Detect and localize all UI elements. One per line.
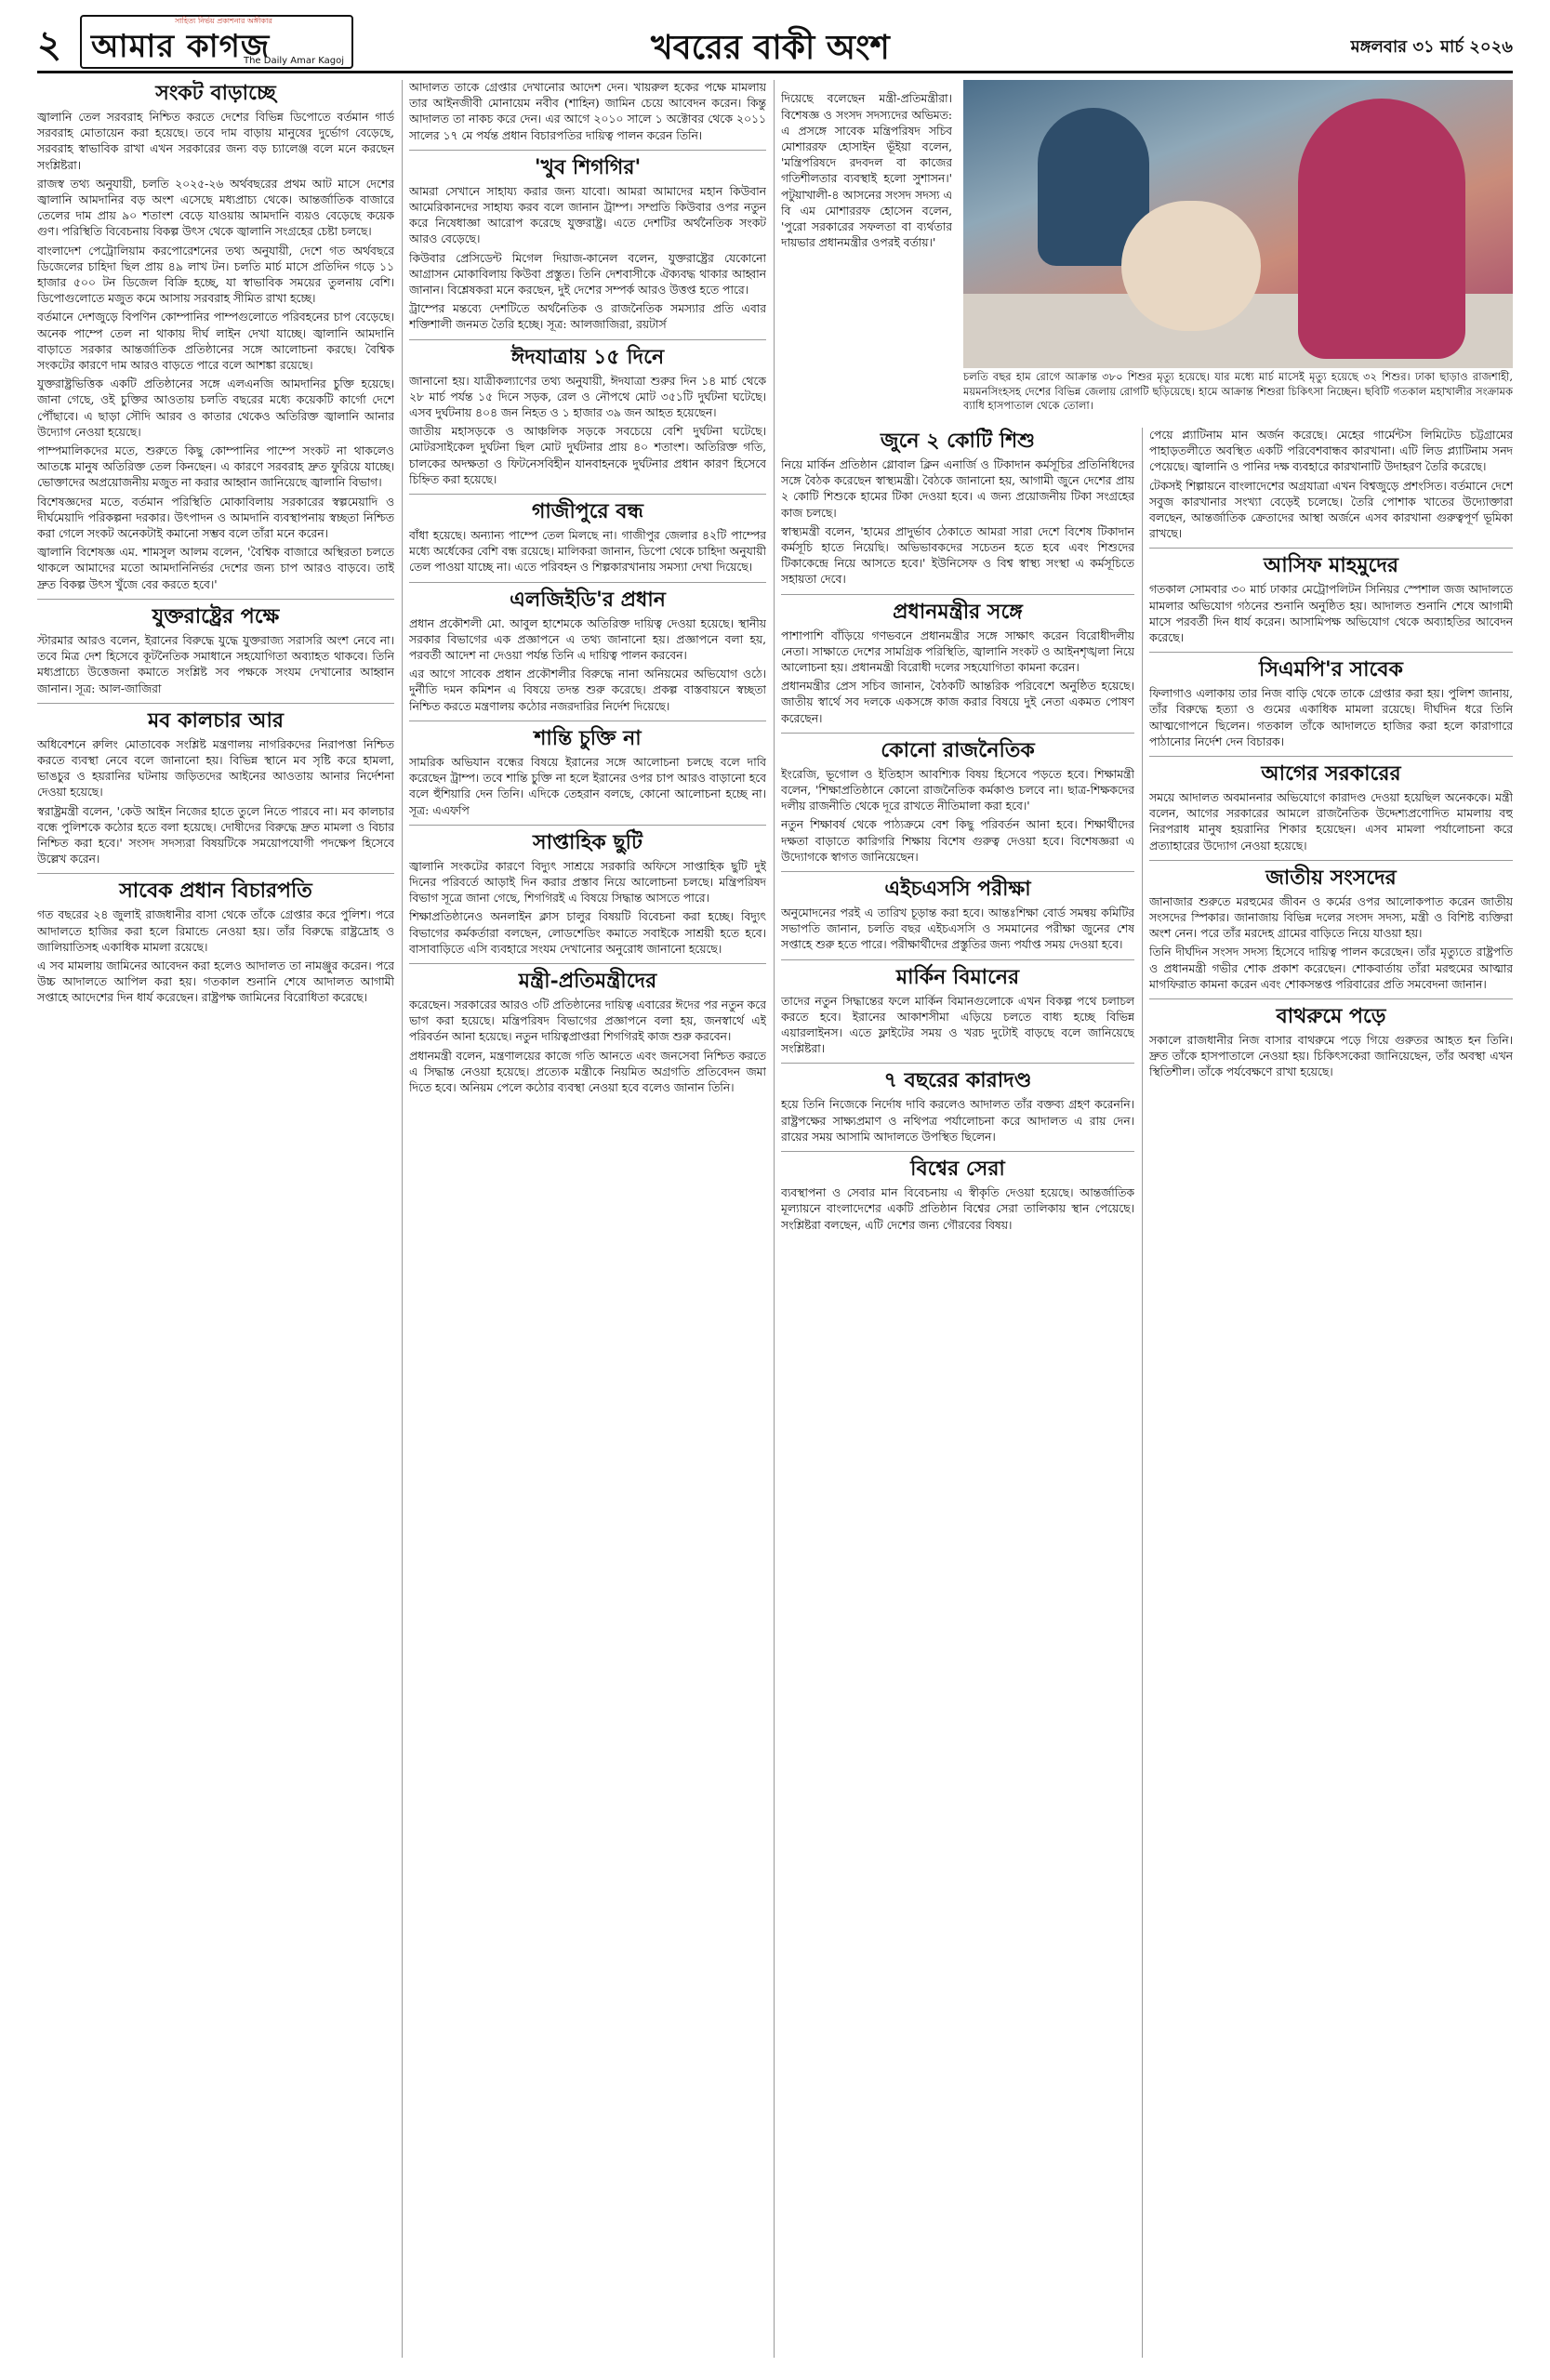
paragraph: জাতীয় মহাসড়কে ও আঞ্চলিক সড়কে সবচেয়ে বেশি দুর্ঘটনা ঘটেছে। মোটরসাইকেল দুর্ঘটনা ছিল মোট দুর্ঘটনার প্রায় ৪০ শতাংশ। অতিরিক্ত গতি, চালকের অদক্ষতা ও ফিটনেসবিহীন যানবাহনকে দুর্ঘটনার প্রধান কারণ হিসেবে চিহ্নিত করা হয়েছে।	[409, 425, 766, 486]
news-photo[interactable]	[963, 80, 1513, 368]
paragraph: ব্যবস্থাপনা ও সেবার মান বিবেচনায় এ স্বীকৃতি দেওয়া হয়েছে। আন্তর্জাতিক মূল্যায়নে বাংলাদেশের একটি প্রতিষ্ঠান বিশ্বের সেরা তালিকায় স্থান পেয়েছে। সংশ্লিষ্টরা বলছেন, এটি দেশের জন্য গৌরবের বিষয়।	[781, 1186, 1134, 1232]
column-divider	[1142, 428, 1143, 2358]
headline-asif-mahmud[interactable]: আসিফ মাহমুদের	[1149, 548, 1513, 578]
paragraph: করেছেন। সরকারের আরও ৩টি প্রতিষ্ঠানের দায়িত্ব এবারের ঈদের পর নতুন করে ভাগ করা হয়েছে। মন্ত্রিপরিষদ বিভাগের প্রজ্ঞাপনে বলা হয়, জনস্বার্থে এই পরিবর্তন আনা হয়েছে। নতুন দায়িত্বপ্রাপ্তরা শিগগিরই কাজ শুরু করবেন।	[409, 998, 766, 1044]
section-title: খবরের বাকী অংশ	[651, 28, 890, 67]
masthead	[37, 13, 1513, 73]
paragraph: নতুন শিক্ষাবর্ষ থেকে পাঠ্যক্রমে বেশ কিছু পরিবর্তন আনা হবে। শিক্ষার্থীদের দক্ষতা বাড়াতে কারিগরি শিক্ষায় বিশেষ গুরুত্ব দেওয়া হবে। বিশেষজ্ঞরা এ উদ্যোগকে স্বাগত জানিয়েছেন।	[781, 818, 1134, 864]
page-number: ২	[37, 22, 62, 66]
paragraph: পাম্পমালিকদের মতে, শুরুতে কিছু কোম্পানির পাম্পে সংকট না থাকলেও আতঙ্কে মানুষ অতিরিক্ত তেল কিনছেন। এ কারণে সরবরাহ দ্রুত ফুরিয়ে যাচ্ছে। ভোক্তাদের অপ্রয়োজনীয় মজুত না করার আহ্বান জানিয়েছে জ্বালানি বিভাগ।	[37, 444, 394, 490]
paragraph: এ সব মামলায় জামিনের আবেদন করা হলেও আদালত তা নামঞ্জুর করেন। পরে উচ্চ আদালতে আপিল করা হয়। গতকাল শুনানি শেষে আদালত আগামী সপ্তাহে আদেশের দিন ধার্য করেছেন। রাষ্ট্রপক্ষ জামিনের বিরোধিতা করেছে।	[37, 959, 394, 1005]
photo-figure-woman	[1298, 99, 1465, 359]
headline-pm-meeting[interactable]: প্রধানমন্ত্রীর সঙ্গে	[781, 594, 1134, 625]
paragraph: কিউবার প্রেসিডেন্ট মিগেল দিয়াজ-কানেল বলেন, যুক্তরাষ্ট্রের যেকোনো আগ্রাসন মোকাবিলায় কিউবা প্রস্তুত। তিনি দেশবাসীকে ঐক্যবদ্ধ থাকার আহ্বান জানান। বিশ্লেষকরা মনে করছেন, দুই দেশের সম্পর্ক আরও উত্তপ্ত হতে পারে।	[409, 251, 766, 298]
headline-previous-govt[interactable]: আগের সরকারের	[1149, 756, 1513, 787]
photo-figure-child	[1121, 201, 1261, 331]
headline-7-years-jail[interactable]: ৭ বছরের কারাদণ্ড	[781, 1063, 1134, 1093]
paragraph: সামরিক অভিযান বন্ধের বিষয়ে ইরানের সঙ্গে আলোচনা চলছে বলে দাবি করেছেন ট্রাম্প। তবে শান্তি চুক্তি না হলে ইরানের ওপর চাপ আরও বাড়ানো হবে বলে হুঁশিয়ারি দেন তিনি। এদিকে তেহরান বলছে, কোনো আলোচনা হচ্ছে না। সূত্র: এএফপি	[409, 755, 766, 817]
paragraph: টেকসই শিল্পায়নে বাংলাদেশের অগ্রযাত্রা এখন বিশ্বজুড়ে প্রশংসিত। বর্তমানে দেশে সবুজ কারখানার সংখ্যা বেড়েই চলেছে। তৈরি পোশাক খাতের উদ্যোক্তারা বলছেন, আন্তর্জাতিক ক্রেতাদের আস্থা অর্জনে এসব কারখানা গুরুত্বপূর্ণ ভূমিকা রাখছে।	[1149, 479, 1513, 541]
paragraph: প্রধানমন্ত্রী বলেন, মন্ত্রণালয়ের কাজে গতি আনতে এবং জনসেবা নিশ্চিত করতে এ সিদ্ধান্ত নেওয়া হয়েছে। প্রত্যেক মন্ত্রীকে নিয়মিত অগ্রগতি প্রতিবেদন জমা দিতে হবে। অনিয়ম পেলে কঠোর ব্যবস্থা নেওয়া হবে বলেও জানান তিনি।	[409, 1049, 766, 1094]
paragraph: জ্বালানি সংকটের কারণে বিদ্যুৎ সাশ্রয়ে সরকারি অফিসে সাপ্তাহিক ছুটি দুই দিনের পরিবর্তে আড়াই দিন করার প্রস্তাব নিয়ে আলোচনা চলছে। মন্ত্রিপরিষদ বিভাগ সূত্রে জানা গেছে, শিগগিরই এ বিষয়ে সিদ্ধান্ত আসতে পারে।	[409, 859, 766, 906]
paragraph: প্রধান প্রকৌশলী মো. আবুল হাশেমকে অতিরিক্ত দায়িত্ব দেওয়া হয়েছে। স্থানীয় সরকার বিভাগের এক প্রজ্ঞাপনে এ তথ্য জানানো হয়। প্রজ্ঞাপনে বলা হয়, পরবর্তী আদেশ না দেওয়া পর্যন্ত তিনি এ দায়িত্ব পালন করবেন।	[409, 616, 766, 663]
paragraph: আদালত তাকে গ্রেপ্তার দেখানোর আদেশ দেন। খায়রুল হকের পক্ষে মামলায় তার আইনজীবী মোনায়েম নবীব (শাহিন) জামিন চেয়ে আবেদন করেন। কিন্তু আদালত তা নাকচ করে দেন। এর আগে ২০১০ সালে ১ অক্টোবর থেকে ২০১১ সালের ১৭ মে পর্যন্ত প্রধান বিচারপতির দায়িত্ব পালন করেন তিনি।	[409, 81, 766, 142]
paragraph: যুক্তরাষ্ট্রভিত্তিক একটি প্রতিষ্ঠানের সঙ্গে এলএনজি আমদানির চুক্তি হয়েছে। জানা গেছে, ওই চুক্তির আওতায় চলতি বছরের মধ্যে কয়েকটি কার্গো দেশে পৌঁছাবে। এ ছাড়া সৌদি আরব ও কাতার থেকেও অতিরিক্ত জ্বালানি আনার উদ্যোগ নেওয়া হয়েছে।	[37, 377, 394, 439]
paragraph: ফিলাগাও এলাকায় তার নিজ বাড়ি থেকে তাকে গ্রেপ্তার করা হয়। পুলিশ জানায়, তাঁর বিরুদ্ধে হত্যা ও গুমের একাধিক মামলা রয়েছে। দীর্ঘদিন ধরে তিনি আত্মগোপনে ছিলেন। গতকাল তাঁকে আদালতে হাজির করা হলে কারাগারে পাঠানোর নির্দেশ দেন বিচারক।	[1149, 687, 1513, 748]
headline-lged[interactable]: এলজিইডি'র প্রধান	[409, 582, 766, 613]
headline-mob[interactable]: মব কালচার আর	[37, 703, 394, 734]
paragraph: ট্রাম্পের মন্তব্যে দেশটিতে অর্থনৈতিক ও রাজনৈতিক সমস্যার প্রতি এবার শক্তিশালী জনমত তৈরি হচ্ছে। সূত্র: আলজাজিরা, রয়টার্স	[409, 302, 766, 332]
paragraph: গতকাল সোমবার ৩০ মার্চ ঢাকার মেট্রোপলিটন সিনিয়র স্পেশাল জজ আদালতে মামলার অভিযোগ গঠনের শুনানি অনুষ্ঠিত হয়। আদালত শুনানি শেষে আগামী মাসে পরবর্তী দিন ধার্য করেন। আসামিপক্ষ অভিযোগ থেকে অব্যাহতির আবেদন করেছে।	[1149, 583, 1513, 645]
paragraph: নিয়ে মার্কিন প্রতিষ্ঠান গ্লোবাল ক্লিন এনার্জি ও টিকাদান কর্মসূচির প্রতিনিধিদের সঙ্গে বৈঠক করেছেন স্বাস্থ্যমন্ত্রী। বৈঠকে জানানো হয়, আগামী জুনে দেশের প্রায় ২ কোটি শিশুকে হামের টিকা দেওয়া হবে। এ জন্য প্রয়োজনীয় টিকা সংগ্রহের কাজ চলছে।	[781, 458, 1134, 520]
paragraph: গত বছরের ২৪ জুলাই রাজধানীর বাসা থেকে তাঁকে গ্রেপ্তার করে পুলিশ। পরে আদালতে হাজির করা হলে রিমান্ডে নেওয়া হয়। তাঁর বিরুদ্ধে রাষ্ট্রদ্রোহ ও জালিয়াতিসহ একাধিক মামলা রয়েছে।	[37, 908, 394, 954]
headline-parliament[interactable]: জাতীয় সংসদের	[1149, 860, 1513, 891]
column-3-top	[781, 80, 952, 426]
column-3	[781, 428, 1134, 2358]
paragraph: বাংলাদেশ পেট্রোলিয়াম করপোরেশনের তথ্য অনুযায়ী, দেশে গত অর্থবছরে ডিজেলের চাহিদা ছিল প্রায় ৪৯ লাখ টন। চলতি মার্চ মাসে প্রতিদিন গড়ে ১১ হাজার ৫০০ টন ডিজেল বিক্রি হচ্ছে, যা স্বাভাবিক সময়ের তুলনায় বেশি। ডিপোগুলোতে মজুত কমে আসায় সরবরাহ সীমিত রাখা হচ্ছে।	[37, 244, 394, 306]
paragraph: তিনি দীর্ঘদিন সংসদ সদস্য হিসেবে দায়িত্ব পালন করেছেন। তাঁর মৃত্যুতে রাষ্ট্রপতি ও প্রধানমন্ত্রী গভীর শোক প্রকাশ করেছেন। শোকবার্তায় তাঁরা মরহুমের আত্মার মাগফিরাত কামনা করেন এবং শোকসন্তপ্ত পরিবারের প্রতি সমবেদনা জানান।	[1149, 945, 1513, 991]
logo-name: আমার কাগজ	[91, 28, 271, 65]
headline-world-best[interactable]: বিশ্বের সেরা	[781, 1151, 1134, 1182]
paragraph: সময়ে আদালত অবমাননার অভিযোগে কারাদণ্ড দেওয়া হয়েছিল অনেককে। মন্ত্রী বলেন, আগের সরকারের আমলে রাজনৈতিক উদ্দেশ্যপ্রণোদিত মামলায় বহু নিরপরাধ মানুষ হয়রানির শিকার হয়েছেন। এসব মামলা পর্যালোচনা করে প্রত্যাহারের উদ্যোগ নেওয়া হয়েছে।	[1149, 791, 1513, 853]
paragraph: স্বরাষ্ট্রমন্ত্রী বলেন, 'কেউ আইন নিজের হাতে তুলে নিতে পারবে না। মব কালচার বন্ধে পুলিশকে কঠোর হতে বলা হয়েছে। দোষীদের বিরুদ্ধে দ্রুত মামলা ও বিচার নিশ্চিত করা হবে।' সংসদ সদস্যরা বিষয়টিকে সময়োপযোগী পদক্ষেপ হিসেবে উল্লেখ করেন।	[37, 804, 394, 866]
headline-usa[interactable]: যুক্তরাষ্ট্রের পক্ষে	[37, 599, 394, 629]
headline-weekly-holiday[interactable]: সাপ্তাহিক ছুটি	[409, 825, 766, 855]
headline-gazipur[interactable]: গাজীপুরে বন্ধ	[409, 494, 766, 524]
photo-caption: চলতি বছর হাম রোগে আক্রান্ত ৩৮০ শিশুর মৃত্যু হয়েছে। যার মধ্যে মার্চ মাসেই মৃত্যু হয়েছে ৩২ শিশুর। ঢাকা ছাড়াও রাজশাহী, ময়মনসিংহসহ দেশের বিভিন্ন জেলায় রোগটি ছড়িয়েছে। হামে আক্রান্ত শিশুরা চিকিৎসা নিচ্ছেন। ছবিটি গতকাল মহাখালীর সংক্রামক ব্যাধি হাসপাতাল থেকে তোলা।	[963, 370, 1513, 412]
headline-no-politics[interactable]: কোনো রাজনৈতিক	[781, 733, 1134, 763]
paragraph: প্রধানমন্ত্রীর প্রেস সচিব জানান, বৈঠকটি আন্তরিক পরিবেশে অনুষ্ঠিত হয়েছে। জাতীয় স্বার্থে সব দলকে একসঙ্গে কাজ করার বিষয়ে দুই নেতা একমত পোষণ করেছেন।	[781, 680, 1134, 725]
column-divider	[402, 80, 403, 2358]
headline-cmp-former[interactable]: সিএমপি'র সাবেক	[1149, 652, 1513, 682]
headline-soon[interactable]: 'খুব শিগগির'	[409, 150, 766, 180]
paragraph: আমরা সেখানে সাহায্য করার জন্য যাবো। আমরা আমাদের মহান কিউবান আমেরিকানদের সাহায্য করব বলে জানান ট্রাম্প। সম্প্রতি কিউবার ওপর নতুন করে নিষেধাজ্ঞা আরোপ করেছে যুক্তরাষ্ট্র। এতে দেশটির অর্থনৈতিক সংকট আরও বেড়েছে।	[409, 184, 766, 246]
headline-measles-vaccine[interactable]: জুনে ২ কোটি শিশু	[880, 429, 1036, 453]
logo-english-name: The Daily Amar Kagoj	[243, 56, 344, 66]
paragraph: জানানো হয়। যাত্রীকল্যাণের তথ্য অনুযায়ী, ঈদযাত্রা শুরুর দিন ১৪ মার্চ থেকে ২৮ মার্চ পর্যন্ত ১৫ দিনে সড়ক, রেল ও নৌপথে মোট ৩৫১টি দুর্ঘটনা ঘটেছে। এসব দুর্ঘটনায় ৪০৪ জন নিহত ও ১ হাজার ৩৯ জন আহত হয়েছেন।	[409, 374, 766, 420]
column-1	[37, 80, 394, 2358]
paragraph: জ্বালানি তেল সরবরাহ নিশ্চিত করতে দেশের বিভিন্ন ডিপোতে বর্তমান গার্ড সরবরাহ মোতায়েন করা হয়েছে। তবে দাম বাড়ায় মানুষের দুর্ভোগ বেড়েছে, সরবরাহ স্বাভাবিক রাখা এখন সরকারের জন্য বড় চ্যালেঞ্জ বলে মনে করছেন সংশ্লিষ্টরা।	[37, 111, 394, 172]
paragraph: বর্তমানে দেশজুড়ে বিপণিন কোম্পানির পাম্পগুলোতে পরিবহনের চাপ বেড়েছে। অনেক পাম্পে তেল না থাকায় দীর্ঘ লাইন দেখা যাচ্ছে। জ্বালানি আমদানি বাড়াতে সরকার আন্তর্জাতিক প্রতিষ্ঠানের সঙ্গে আলোচনা করছে। বৈশ্বিক সংকটের কারণে দাম আরও বাড়তে পারে বলে আশঙ্কা রয়েছে।	[37, 311, 394, 373]
headline-chief-justice[interactable]: সাবেক প্রধান বিচারপতি	[37, 873, 394, 904]
newspaper-logo[interactable]	[80, 15, 353, 69]
headline-hsc-exam[interactable]: এইচএসসি পরীক্ষা	[781, 871, 1134, 902]
paragraph: ইংরেজি, ভূগোল ও ইতিহাস আবশ্যিক বিষয় হিসেবে পড়তে হবে। শিক্ষামন্ত্রী বলেন, 'শিক্ষাপ্রতিষ্ঠানে কোনো রাজনৈতিক কর্মকাণ্ড চলবে না। ছাত্র-শিক্ষকদের দলীয় রাজনীতি থেকে দূরে রাখতে নীতিমালা করা হবে।'	[781, 767, 1134, 813]
paragraph: বাঁধা হয়েছে। অন্যান্য পাম্পে তেল মিলছে না। গাজীপুর জেলার ৪২টি পাম্পের মধ্যে অর্ধেকের বেশি বন্ধ রয়েছে। মালিকরা জানান, ডিপো থেকে চাহিদা অনুযায়ী তেল পাওয়া যাচ্ছে না। এতে পরিবহন ও শিল্পকারখানায় সমস্যা দেখা দিয়েছে।	[409, 529, 766, 575]
paragraph: অনুমোদনের পরই এ তারিখ চূড়ান্ত করা হবে। আন্তঃশিক্ষা বোর্ড সমন্বয় কমিটির সভাপতি জানান, চলতি বছর এইচএসসি ও সমমানের পরীক্ষা জুনের শেষ সপ্তাহে শুরু হতে পারে। পরীক্ষার্থীদের প্রস্তুতির জন্য পর্যাপ্ত সময় দেওয়া হবে।	[781, 906, 1134, 952]
headline-ministers[interactable]: মন্ত্রী-প্রতিমন্ত্রীদের	[409, 963, 766, 994]
column-4	[1149, 428, 1513, 2358]
paragraph: হয়ে তিনি নিজেকে নির্দোষ দাবি করলেও আদালত তাঁর বক্তব্য গ্রহণ করেননি। রাষ্ট্রপক্ষের সাক্ষ্যপ্রমাণ ও নথিপত্র পর্যালোচনা করে আদালত এ রায় দেন। রায়ের সময় আসামি আদালতে উপস্থিত ছিলেন।	[781, 1098, 1134, 1144]
paragraph: বিশেষজ্ঞদের মতে, বর্তমান পরিস্থিতি মোকাবিলায় সরকারের স্বল্পমেয়াদি ও দীর্ঘমেয়াদি পরিকল্পনা দরকার। উৎপাদন ও আমদানি ব্যবস্থাপনায় স্বচ্ছতা নিশ্চিত করা গেলে সংকট অনেকটাই কমানো সম্ভব বলে তাঁরা মনে করেন।	[37, 495, 394, 541]
headline-bathroom-fall[interactable]: বাথরুমে পড়ে	[1149, 998, 1513, 1029]
paragraph: রাজস্ব তথ্য অনুযায়ী, চলতি ২০২৫-২৬ অর্থবছরের প্রথম আট মাসে দেশের জ্বালানি আমদানির বড় অংশ এসেছে মধ্যপ্রাচ্য থেকে। আন্তর্জাতিক বাজারে তেলের দাম প্রায় ৯০ শতাংশ বেড়ে যাওয়ায় আমদানি ব্যয়ও বেড়েছে কয়েক গুণ। পরিস্থিতি বিবেচনায় বিকল্প উৎস থেকে জ্বালানি সংগ্রহের চেষ্টা চলছে।	[37, 177, 394, 239]
headline-sangkat[interactable]: সংকট বাড়াচ্ছে	[155, 81, 276, 105]
paragraph: পেয়ে প্ল্যাটিনাম মান অর্জন করেছে। মেহের গার্মেন্টস লিমিটেড চট্টগ্রামের পাহাড়তলীতে অবস্থিত একটি পরিবেশবান্ধব কারখানা। এটি লিড প্ল্যাটিনাম সনদ পেয়েছে। জ্বালানি ও পানির দক্ষ ব্যবহারে কারখানাটি উদাহরণ তৈরি করেছে।	[1149, 429, 1513, 474]
paragraph: শিক্ষাপ্রতিষ্ঠানেও অনলাইন ক্লাস চালুর বিষয়টি বিবেচনা করা হচ্ছে। বিদ্যুৎ বিভাগের কর্মকর্তারা বলছেন, লোডশেডিং কমাতে সবাইকে সাশ্রয়ী হতে হবে। বাসাবাড়িতে এসি ব্যবহারে সংযম দেখানোর অনুরোধ জানানো হয়েছে।	[409, 910, 766, 956]
paragraph: তাদের নতুন সিদ্ধান্তের ফলে মার্কিন বিমানগুলোকে এখন বিকল্প পথে চলাচল করতে হবে। ইরানের আকাশসীমা এড়িয়ে চলতে বাধ্য হচ্ছে বিভিন্ন এয়ারলাইনস। এতে ফ্লাইটের সময় ও খরচ দুটোই বাড়ছে বলে জানিয়েছে সংশ্লিষ্টরা।	[781, 994, 1134, 1056]
paragraph: জানাজার শুরুতে মরহুমের জীবন ও কর্মের ওপর আলোকপাত করেন জাতীয় সংসদের স্পিকার। জানাজায় বিভিন্ন দলের সংসদ সদস্য, মন্ত্রী ও বিশিষ্ট ব্যক্তিরা অংশ নেন। পরে তাঁর মরদেহ গ্রামের বাড়িতে নিয়ে যাওয়া হয়।	[1149, 894, 1513, 941]
paragraph: দিয়েছে বলেছেন মন্ত্রী-প্রতিমন্ত্রীরা। বিশেষজ্ঞ ও সংসদ সদস্যদের অভিমত: এ প্রসঙ্গে সাবেক মন্ত্রিপরিষদ সচিব মোশাররফ হোসাইন ভূঁইয়া বলেন, 'মন্ত্রিপরিষদে রদবদল বা কাজের গতিশীলতার ব্যবস্থাই হলো সুশাসন।' পটুয়াখালী-৪ আসনের সংসদ সদস্য এ বি এম মোশাররফ হোসেন বলেন, 'পুরো সরকারের সফলতা বা ব্যর্থতার দায়ভার প্রধানমন্ত্রীর ওপরই বর্তায়।'	[781, 92, 952, 250]
paragraph: স্টারমার আরও বলেন, ইরানের বিরুদ্ধে যুদ্ধে যুক্তরাজ্য সরাসরি অংশ নেবে না। তবে মিত্র দেশ হিসেবে কূটনৈতিক সমাধানে সহযোগিতা অব্যাহত থাকবে। তিনি মধ্যপ্রাচ্যে উত্তেজনা কমাতে সংশ্লিষ্ট সব পক্ষকে সংযম দেখানোর আহ্বান জানান। সূত্র: আল-জাজিরা	[37, 633, 394, 695]
paragraph: এর আগে সাবেক প্রধান প্রকৌশলীর বিরুদ্ধে নানা অনিয়মের অভিযোগ ওঠে। দুর্নীতি দমন কমিশন এ বিষয়ে তদন্ত শুরু করেছে। প্রকল্প বাস্তবায়নে স্বচ্ছতা নিশ্চিত করতে মন্ত্রণালয় কঠোর নজরদারির নির্দেশ দিয়েছে।	[409, 668, 766, 713]
column-2	[409, 80, 766, 2358]
headline-peace-deal[interactable]: শান্তি চুক্তি না	[409, 721, 766, 751]
paragraph: জ্বালানি বিশেষজ্ঞ এম. শামসুল আলম বলেন, 'বৈশ্বিক বাজারে অস্থিরতা চলতে থাকলে আমাদের মতো আমদানিনির্ভর দেশের জন্য চাপ আরও বাড়বে। তাই দ্রুত বিকল্প উৎস খুঁজে বের করতে হবে।'	[37, 546, 394, 591]
dateline: মঙ্গলবার ৩১ মার্চ ২০২৬	[1350, 37, 1513, 57]
paragraph: পাশাপাশি বাঁড়িয়ে গণভবনে প্রধানমন্ত্রীর সঙ্গে সাক্ষাৎ করেন বিরোধীদলীয় নেতা। সাক্ষাতে দেশের সামগ্রিক পরিস্থিতি, জ্বালানি সংকট ও আইনশৃঙ্খলা নিয়ে আলোচনা হয়। প্রধানমন্ত্রী বিরোধী দলের সহযোগিতা কামনা করেন।	[781, 628, 1134, 675]
column-divider	[774, 80, 775, 2358]
paragraph: সকালে রাজধানীর নিজ বাসার বাথরুমে পড়ে গিয়ে গুরুতর আহত হন তিনি। দ্রুত তাঁকে হাসপাতালে নেওয়া হয়। চিকিৎসকেরা জানিয়েছেন, তাঁর অবস্থা এখন স্থিতিশীল। তাঁকে পর্যবেক্ষণে রাখা হয়েছে।	[1149, 1034, 1513, 1079]
paragraph: অধিবেশনে রুলিং মোতাবেক সংশ্লিষ্ট মন্ত্রণালয় নাগরিকদের নিরাপত্তা নিশ্চিত করতে ব্যবস্থা নেবে বলে জানানো হয়। বিভিন্ন স্থানে মব সৃষ্টি করে হামলা, ভাঙচুর ও হয়রানির ঘটনায় জড়িতদের আইনের আওতায় আনার নির্দেশনা দেওয়া হয়েছে।	[37, 737, 394, 800]
headline-us-aircraft[interactable]: মার্কিন বিমানের	[781, 959, 1134, 990]
headline-eid-travel[interactable]: ঈদযাত্রায় ১৫ দিনে	[409, 339, 766, 370]
paragraph: স্বাস্থ্যমন্ত্রী বলেন, 'হামের প্রাদুর্ভাব ঠেকাতে আমরা সারা দেশে বিশেষ টিকাদান কর্মসূচি হাতে নিয়েছি। অভিভাবকদের সচেতন হতে হবে এবং শিশুদের টিকাকেন্দ্রে নিয়ে আসতে হবে।' ইউনিসেফ ও বিশ্ব স্বাস্থ্য সংস্থা এ কর্মসূচিতে সহায়তা দেবে।	[781, 524, 1134, 587]
logo-tagline: সাহিত্য নির্ভয় প্রকাশনার অঙ্গীকার	[175, 17, 272, 25]
